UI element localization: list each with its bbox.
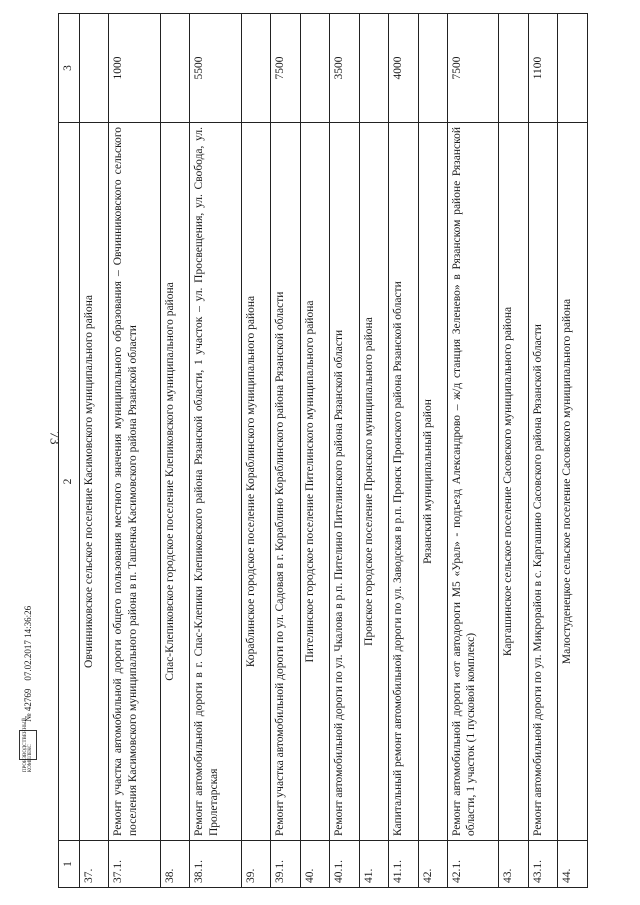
document-number: № 42769	[23, 688, 33, 722]
row-amount: 1100	[528, 14, 557, 123]
row-amount	[359, 14, 388, 123]
table-row	[389, 14, 418, 888]
section-title: Каргашинское сельское поселение Сасовского муниципального района	[499, 123, 528, 841]
table-row	[448, 14, 499, 888]
row-number: 39.	[241, 841, 270, 888]
row-amount: 7500	[271, 14, 300, 123]
section-title: Пронское городское поселение Пронского муниципального района	[359, 123, 388, 841]
header-col-1: 1	[59, 841, 80, 888]
row-amount	[300, 14, 329, 123]
row-amount: 1000	[109, 14, 160, 123]
row-description: Ремонт автомобильной дороги «от автодороги М5 «Урал» - подъезд Александрово – ж/д станция Зеленево» в Рязанском районе Рязанской области, 1 участок (1 пусковой комплекс)	[448, 123, 499, 841]
row-number: 39.1.	[271, 841, 300, 888]
section-row	[359, 14, 388, 888]
row-amount: 5500	[190, 14, 241, 123]
table-row	[271, 14, 300, 888]
row-number: 41.	[359, 841, 388, 888]
table-row	[528, 14, 557, 888]
section-row	[160, 14, 189, 888]
row-number: 44.	[558, 841, 588, 888]
section-row	[241, 14, 270, 888]
row-number: 38.1.	[190, 841, 241, 888]
section-title: Пителинское городское поселение Пителинского муниципального района	[300, 123, 329, 841]
row-number: 38.	[160, 841, 189, 888]
row-number: 37.1.	[109, 841, 160, 888]
row-amount	[418, 14, 447, 123]
row-number: 40.1.	[330, 841, 359, 888]
section-row	[499, 14, 528, 888]
row-number: 40.	[300, 841, 329, 888]
row-number: 42.	[418, 841, 447, 888]
row-amount	[160, 14, 189, 123]
section-row	[418, 14, 447, 888]
header-col-3: 3	[59, 14, 80, 123]
row-number: 37.	[80, 841, 109, 888]
row-description: Ремонт автомобильной дороги в г. Спас-Клепики Клепиковского района Рязанской области, 1 участок – ул. Просвещения, ул. Свобода, ул. Пролетарская	[190, 123, 241, 841]
section-row	[300, 14, 329, 888]
row-description: Ремонт автомобильной дороги по ул. Микрорайон в с. Каргашино Сасовского района Рязанской области	[528, 123, 557, 841]
row-description: Ремонт автомобильной дороги по ул. Чкалова в р.п. Пителино Пителинского района Рязанской области	[330, 123, 359, 841]
section-title: Овчинниковское сельское поселение Касимовского муниципального района	[80, 123, 109, 841]
table-header-row	[59, 14, 80, 888]
row-number: 43.	[499, 841, 528, 888]
row-amount: 7500	[448, 14, 499, 123]
row-amount	[80, 14, 109, 123]
table-row	[330, 14, 359, 888]
page-number: 73	[47, 431, 63, 445]
row-description: Ремонт участка автомобильной дороги по ул. Садовая в г. Кораблино Кораблинского района Рязанской области	[271, 123, 300, 841]
row-number: 42.1.	[448, 841, 499, 888]
section-row	[80, 14, 109, 888]
document-datetime: 07.02.2017 14:36:26	[23, 605, 33, 681]
row-number: 41.1.	[389, 841, 418, 888]
section-row	[558, 14, 588, 888]
footer-logo: ПРОИЗВОДСТВЕННЫЙ КОМПЛЕКС	[19, 730, 37, 760]
section-title: Малостуденецкое сельское поселение Сасовского муниципального района	[558, 123, 588, 841]
row-number: 43.1.	[528, 841, 557, 888]
roads-table	[58, 13, 588, 888]
row-amount: 4000	[389, 14, 418, 123]
row-amount: 3500	[330, 14, 359, 123]
row-amount	[241, 14, 270, 123]
section-title: Кораблинское городское поселение Кораблинского муниципального района	[241, 123, 270, 841]
table-row	[109, 14, 160, 888]
document-footer	[8, 560, 48, 773]
row-description: Капитальный ремонт автомобильной дороги по ул. Заводская в р.п. Пронск Пронского района Рязанской области	[389, 123, 418, 841]
header-col-2: 2	[59, 123, 80, 841]
section-title: Спас-Клепиковское городское поселение Клепиковского муниципального района	[160, 123, 189, 841]
row-amount	[558, 14, 588, 123]
section-title: Рязанский муниципальный район	[418, 123, 447, 841]
table-row	[190, 14, 241, 888]
row-description: Ремонт участка автомобильной дороги общего пользования местного значения муниципального образования – Овчинниковского сельского поселения Касимовского муниципального района в п. Ташенка Касимовского района Рязанской области	[109, 123, 160, 841]
row-amount	[499, 14, 528, 123]
